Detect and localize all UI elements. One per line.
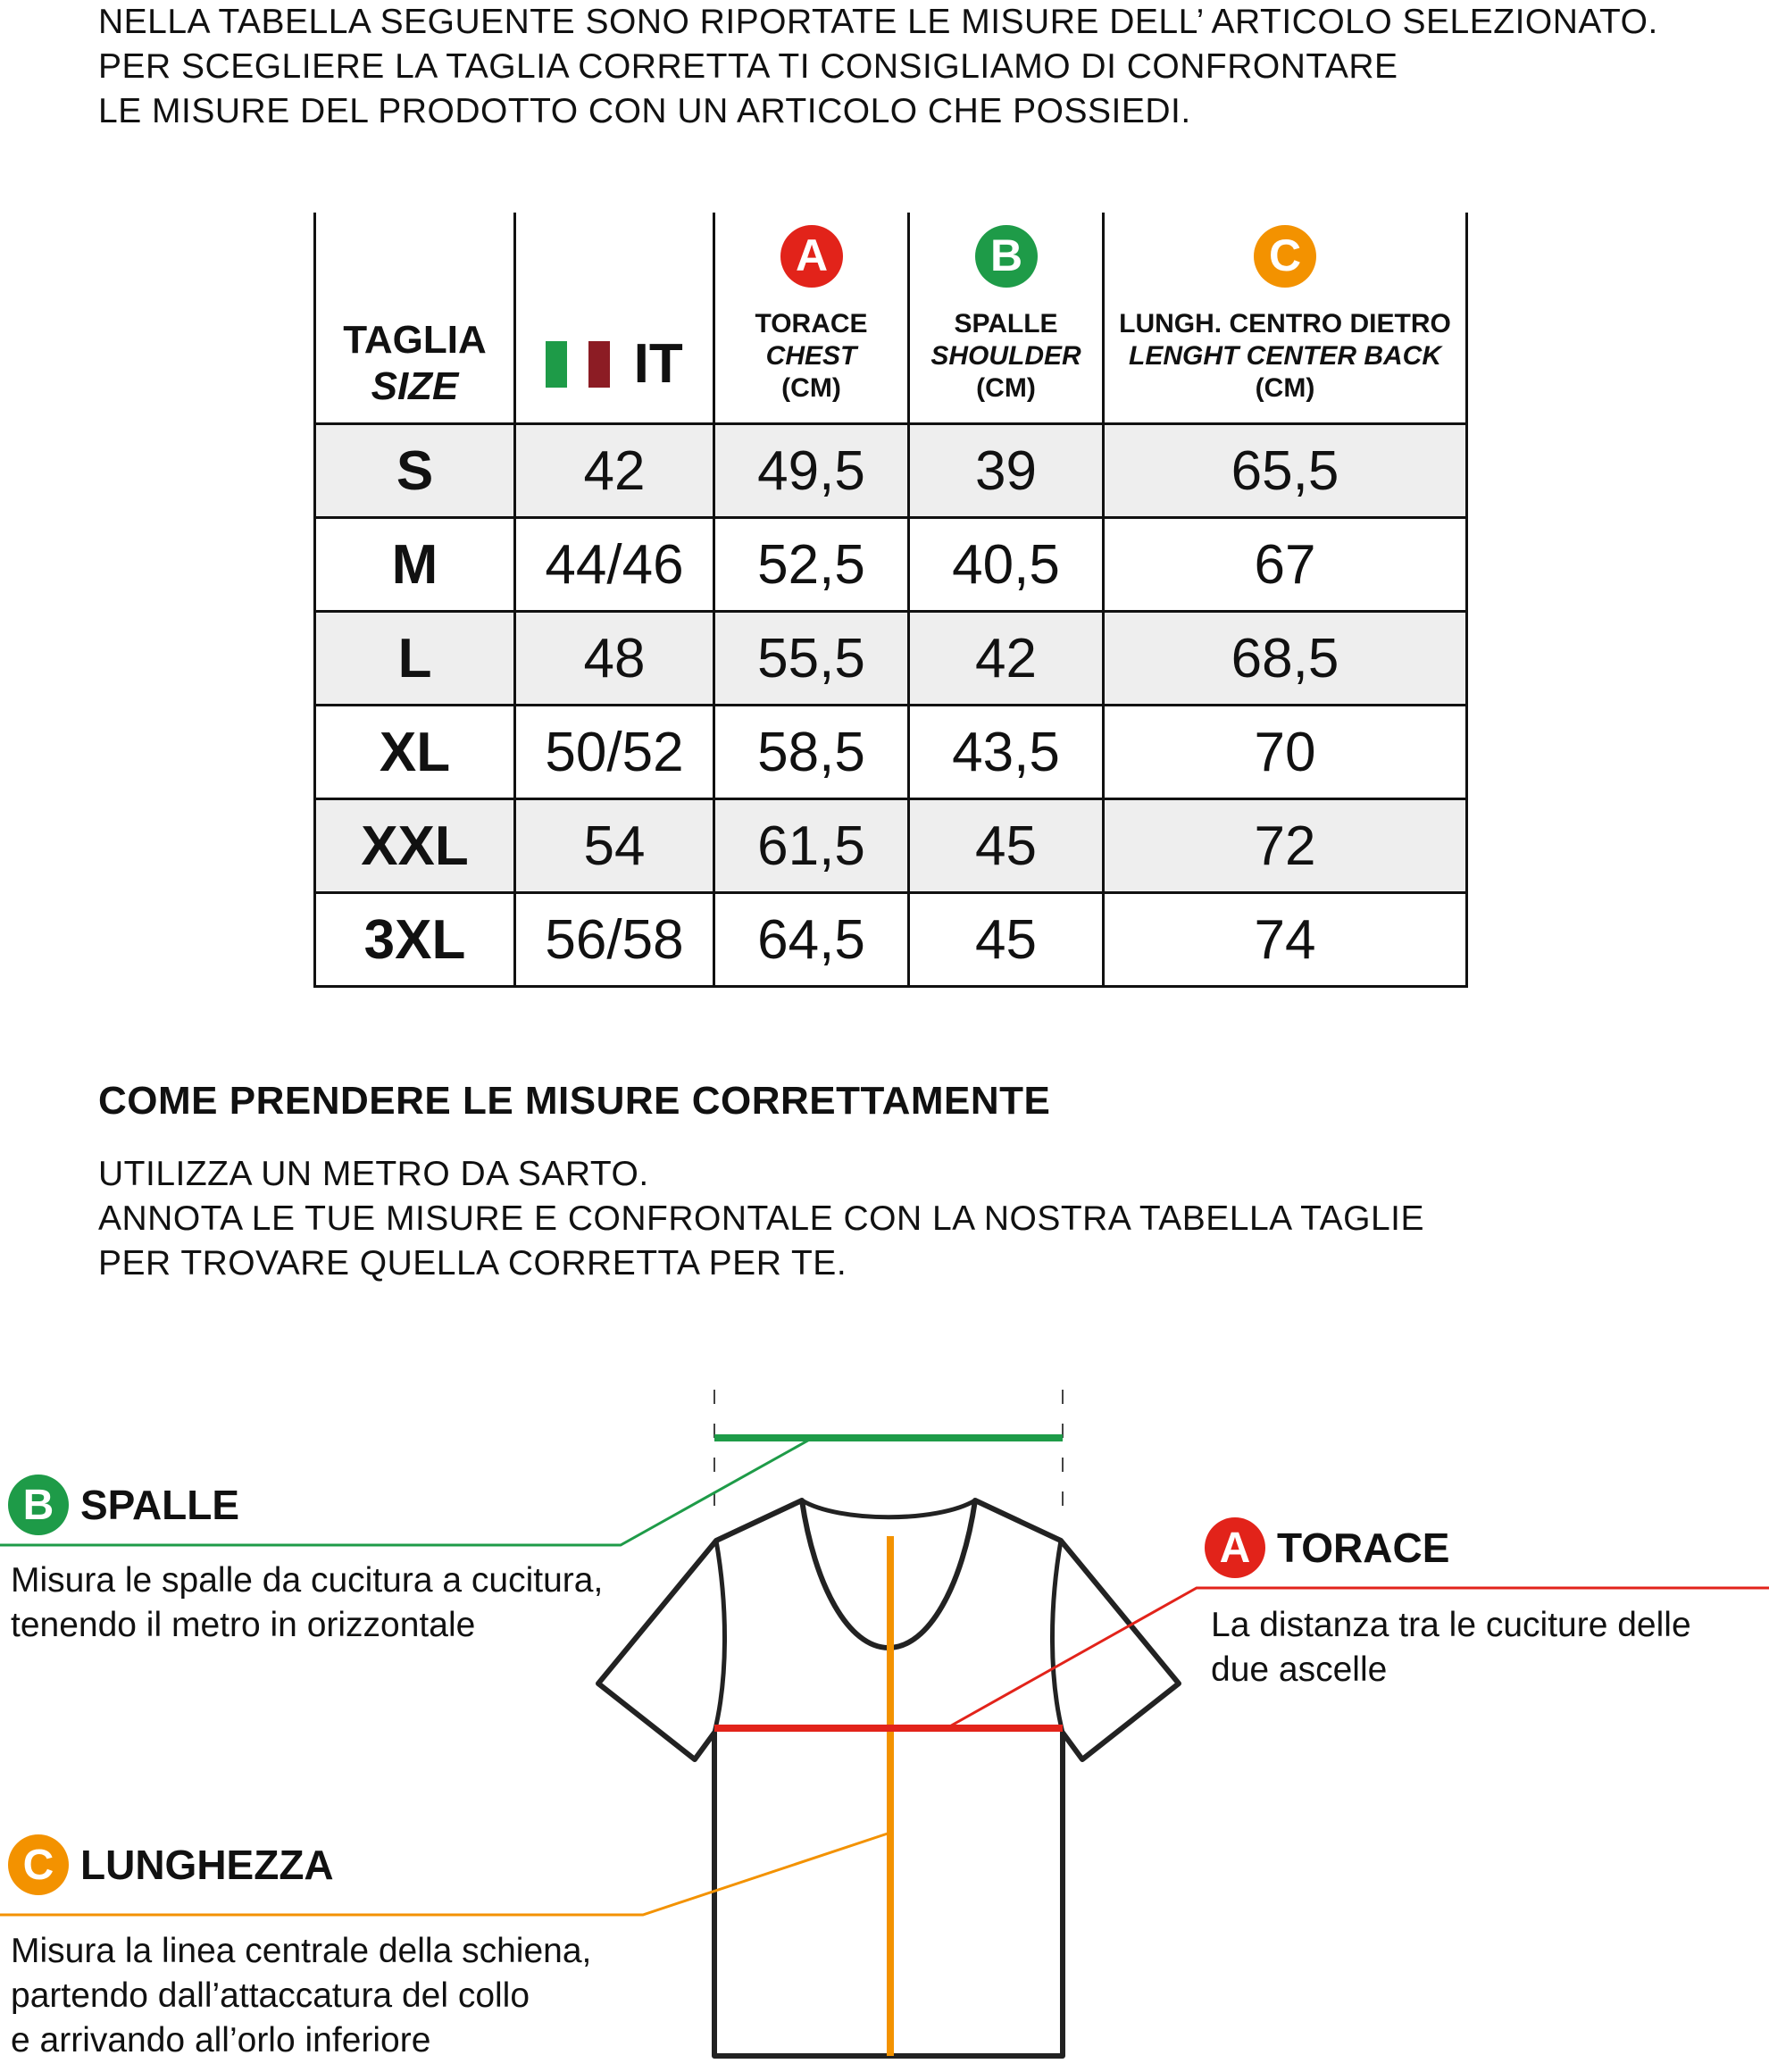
torace-desc-line: due ascelle — [1211, 1650, 1388, 1689]
size-header-label: TAGLIA — [343, 318, 487, 362]
table-row — [315, 706, 1467, 799]
size-cell: L — [315, 612, 515, 706]
chest-header-label: TORACE — [755, 309, 868, 338]
lunghezza-badge-letter: C — [22, 1842, 54, 1889]
table-row — [315, 518, 1467, 612]
table-header-row — [315, 213, 1467, 424]
table-row — [315, 612, 1467, 706]
size-cell: 3XL — [315, 893, 515, 987]
length-cell: 68,5 — [1104, 612, 1467, 706]
lunghezza-description — [11, 1929, 591, 2063]
it-cell: 42 — [515, 424, 714, 518]
badge-b-icon — [7, 1474, 70, 1536]
chest-cell: 55,5 — [714, 612, 909, 706]
chest-cell: 64,5 — [714, 893, 909, 987]
badge-a-icon — [1204, 1516, 1266, 1579]
it-cell: 50/52 — [515, 706, 714, 799]
chest-cell: 49,5 — [714, 424, 909, 518]
length-cell: 70 — [1104, 706, 1467, 799]
length-header-unit: (CM) — [1255, 373, 1315, 403]
intro-line: NELLA TABELLA SEGUENTE SONO RIPORTATE LE MISURE DELL’ ARTICOLO SELEZIONATO. — [98, 3, 1658, 41]
howto-line: ANNOTA LE TUE MISURE E CONFRONTALE CON LA NOSTRA TABELLA TAGLIE — [98, 1199, 1424, 1238]
torace-badge-letter: A — [1219, 1525, 1251, 1572]
shoulder-cell: 40,5 — [909, 518, 1104, 612]
spalle-description — [11, 1558, 603, 1648]
intro-text — [98, 0, 1658, 134]
badge-b-letter: B — [989, 230, 1022, 280]
it-cell: 44/46 — [515, 518, 714, 612]
torace-title: TORACE — [1277, 1525, 1450, 1571]
length-cell: 74 — [1104, 893, 1467, 987]
howto-line: UTILIZZA UN METRO DA SARTO. — [98, 1155, 649, 1193]
badge-a-icon — [780, 224, 844, 288]
size-cell: XL — [315, 706, 515, 799]
table-row — [315, 799, 1467, 893]
chest-cell: 58,5 — [714, 706, 909, 799]
italy-flag-icon — [546, 341, 610, 388]
shoulder-header-label-en: SHOULDER — [930, 341, 1081, 371]
shoulder-column-header — [909, 213, 1104, 424]
torace-desc-line: La distanza tra le cuciture delle — [1211, 1606, 1691, 1644]
it-cell: 54 — [515, 799, 714, 893]
shoulder-header-unit: (CM) — [976, 373, 1036, 403]
intro-line: PER SCEGLIERE LA TAGLIA CORRETTA TI CONSIGLIAMO DI CONFRONTARE — [98, 47, 1398, 86]
length-header-label-en: LENGHT CENTER BACK — [1129, 341, 1441, 371]
badge-a-letter: A — [795, 230, 828, 280]
size-cell: S — [315, 424, 515, 518]
collar-line — [802, 1500, 975, 1517]
length-column-header — [1104, 213, 1467, 424]
chest-header-label-en: CHEST — [765, 341, 857, 371]
lunghezza-desc-line: Misura la linea centrale della schiena, — [11, 1932, 592, 1970]
torace-label — [1204, 1516, 1449, 1579]
badge-c-letter: C — [1268, 230, 1302, 280]
shoulder-header-label: SPALLE — [954, 309, 1058, 338]
howto-title: COME PRENDERE LE MISURE CORRETTAMENTE — [98, 1079, 1051, 1123]
size-cell: XXL — [315, 799, 515, 893]
chest-column-header — [714, 213, 909, 424]
lunghezza-desc-line: e arrivando all’orlo inferiore — [11, 2021, 431, 2059]
lunghezza-title: LUNGHEZZA — [80, 1842, 334, 1888]
chest-cell: 61,5 — [714, 799, 909, 893]
badge-b-icon — [974, 224, 1039, 288]
chest-cell: 52,5 — [714, 518, 909, 612]
spalle-title: SPALLE — [80, 1482, 240, 1528]
spalle-badge-letter: B — [22, 1482, 54, 1529]
size-header-label-en: SIZE — [371, 364, 459, 408]
chest-header-unit: (CM) — [781, 373, 841, 403]
badge-c-icon — [7, 1834, 70, 1896]
shoulder-cell: 45 — [909, 799, 1104, 893]
spalle-desc-line: tenendo il metro in orizzontale — [11, 1606, 476, 1644]
length-cell: 72 — [1104, 799, 1467, 893]
shoulder-cell: 39 — [909, 424, 1104, 518]
length-cell: 65,5 — [1104, 424, 1467, 518]
table-row — [315, 424, 1467, 518]
length-header-label: LUNGH. CENTRO DIETRO — [1119, 309, 1451, 338]
size-cell: M — [315, 518, 515, 612]
size-table — [313, 213, 1468, 988]
size-column-header — [315, 213, 515, 424]
spalle-desc-line: Misura le spalle da cucitura a cucitura, — [11, 1561, 604, 1600]
lunghezza-desc-line: partendo dall’attaccatura del collo — [11, 1976, 530, 2015]
shoulder-cell: 45 — [909, 893, 1104, 987]
howto-line: PER TROVARE QUELLA CORRETTA PER TE. — [98, 1244, 847, 1282]
shoulder-cell: 43,5 — [909, 706, 1104, 799]
intro-line: LE MISURE DEL PRODOTTO CON UN ARTICOLO CHE POSSIEDI. — [98, 92, 1191, 130]
howto-text — [98, 1152, 1424, 1286]
it-header-label: IT — [633, 333, 683, 395]
torace-description — [1211, 1603, 1691, 1692]
it-column-header — [515, 213, 714, 424]
spalle-label — [7, 1474, 239, 1536]
it-cell: 56/58 — [515, 893, 714, 987]
badge-c-icon — [1253, 224, 1317, 288]
it-cell: 48 — [515, 612, 714, 706]
table-row — [315, 893, 1467, 987]
length-cell: 67 — [1104, 518, 1467, 612]
shoulder-cell: 42 — [909, 612, 1104, 706]
lunghezza-label — [7, 1834, 334, 1896]
